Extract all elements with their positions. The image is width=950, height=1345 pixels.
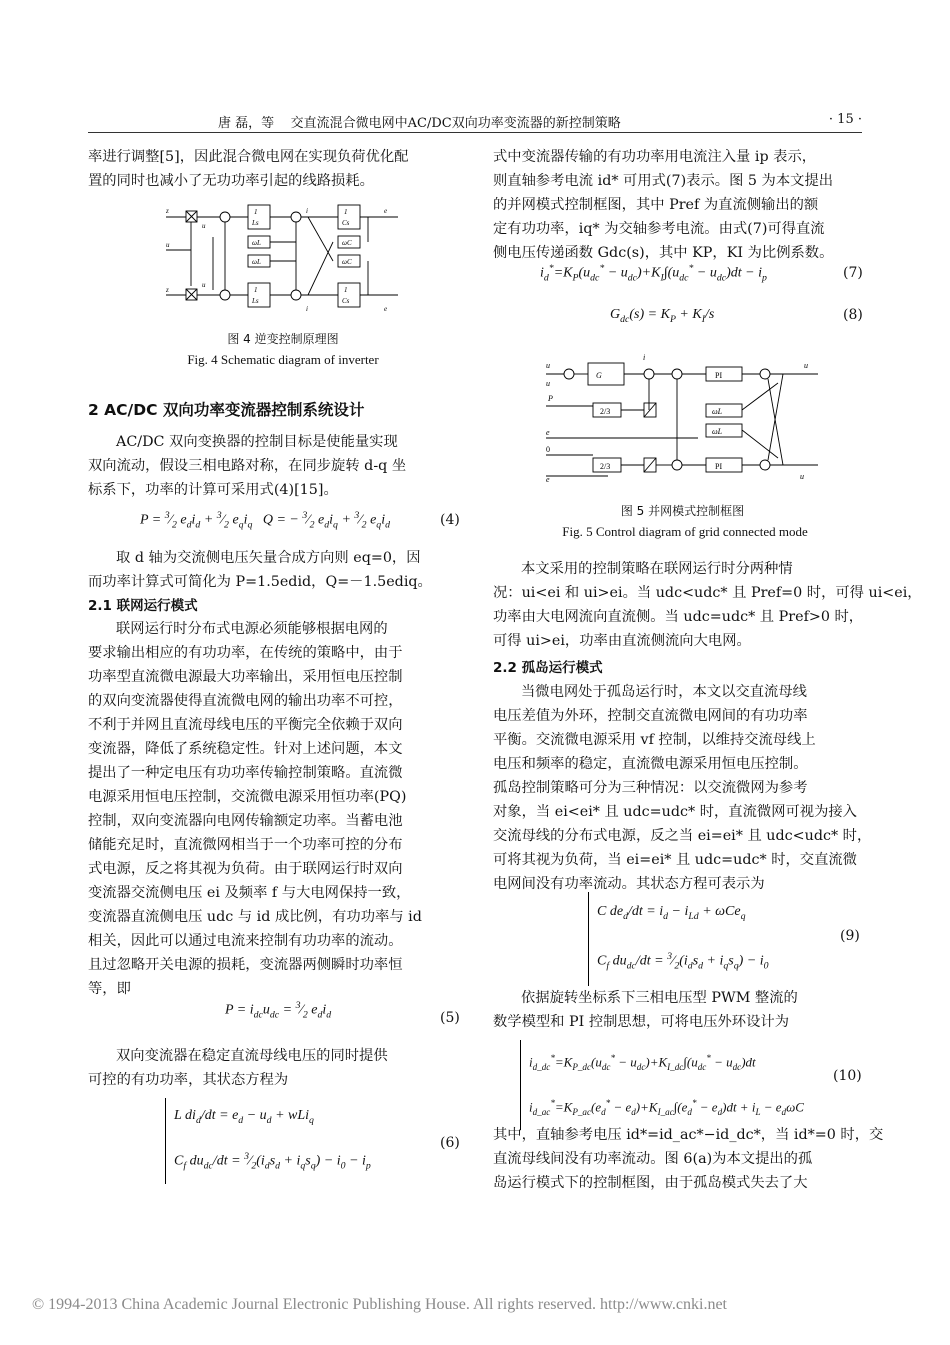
equation-8-number: (8) xyxy=(843,307,863,323)
svg-text:e: e xyxy=(384,305,388,313)
svg-text:e: e xyxy=(546,475,550,484)
svg-text:2/3: 2/3 xyxy=(600,462,611,471)
para-text: 标系下，功率的计算可采用式(4)[15]。 xyxy=(88,482,338,498)
svg-text:i: i xyxy=(643,353,646,362)
para-text: 式中变流器传输的有功功率用电流注入量 ip 表示， xyxy=(493,149,817,165)
para-text: 交流母线的分布式电源，反之当 ei=ei* 且 udc<udc* 时， xyxy=(493,828,872,844)
svg-text:u: u xyxy=(202,281,206,289)
para-text: 储能充足时，直流微网相当于一个功率可控的分布 xyxy=(88,837,403,853)
para-text: 孤岛控制策略可分为三种情况：以交流微网为参考 xyxy=(493,780,808,796)
section-2-heading: 2 AC/DC 双向功率变流器控制系统设计 xyxy=(88,401,365,419)
para-text: 率进行调整[5]，因此混合微电网在实现负荷优化配 xyxy=(88,149,409,165)
equation-4: $P = ^3⁄_2$ $e_di_d$ + $^3⁄_2$ $e_qi_q$ Q = − $^3⁄_2$ $e_di_q$ + $^3⁄_2$ $e_qi_d$ xyxy=(140,510,390,531)
para-text: 况：ui<ei 和 ui>ei。当 udc<udc* 且 Pref=0 时，可得 ui<ei， xyxy=(493,585,922,601)
para-text: 置的同时也减小了无功功率引起的线路损耗。 xyxy=(88,173,374,189)
header-rule xyxy=(88,132,862,133)
para-text: 变流器，降低了系统稳定性。针对上述问题，本文 xyxy=(88,741,403,757)
svg-text:ωL: ωL xyxy=(712,427,723,436)
section-2-1-heading: 2.1 联网运行模式 xyxy=(88,598,198,614)
svg-text:e: e xyxy=(384,207,388,215)
figure-5-grid-connected-diagram xyxy=(538,348,823,488)
svg-text:u: u xyxy=(202,222,206,230)
para-text: 侧电压传递函数 Gdc(s)，其中 KP，KI 为比例系数。 xyxy=(493,245,834,261)
para-text: 双向流动，假设三相电路对称，在同步旋转 d-q 坐 xyxy=(88,458,407,474)
para-text: 且过忽略开关电源的损耗，变流器两侧瞬时功率恒 xyxy=(88,957,403,973)
svg-text:z: z xyxy=(166,207,169,215)
svg-text:u: u xyxy=(546,379,550,388)
equation-6: L $di_d/dt = e_d - u_d + wLi_q$ $C_f$ $du_{dc}/dt$ = $^3⁄_2(i_ds_d + i_qs_q) - i_0 - i_p$ xyxy=(165,1098,371,1184)
para-text: 等，即 xyxy=(88,981,131,997)
para-text: 对象，当 ei<ei* 且 udc=udc* 时，直流微网可视为接入 xyxy=(493,804,857,820)
equation-9-number: (9) xyxy=(840,928,860,944)
equation-5: $P = i_{dc}u_{dc}$ = $^3⁄_2$ $e_di_d$ xyxy=(225,1000,332,1021)
svg-text:2/3: 2/3 xyxy=(600,407,611,416)
para-text: 当微电网处于孤岛运行时，本文以交直流母线 xyxy=(521,684,807,700)
equation-7: $i_d^*=K_P(u_{dc}^* - u_{dc})+K_I\int(u_{dc}^* - u_{dc})dt - i_p$ xyxy=(540,263,767,284)
para-text: 的并网模式控制框图，其中 Pref 为直流侧输出的额 xyxy=(493,197,819,213)
equation-9: C $de_d/dt = i_d - i_{Ld} + \omega Ce_q$ $C_f$ $du_{dc}/dt$ = $^3⁄_2(i_ds_d + i_qs_q) - i_0$ xyxy=(588,892,769,986)
para-text: 要求输出相应的有功功率，在传统的策略中，由于 xyxy=(88,645,403,661)
svg-text:1: 1 xyxy=(344,286,348,294)
para-text: 可控的有功功率，其状态方程为 xyxy=(88,1072,289,1088)
svg-text:Ls: Ls xyxy=(252,219,259,227)
copyright-footer: © 1994-2013 China Academic Journal Electronic Publishing House. All rights reserved. http://www.cnki.net xyxy=(32,1296,727,1313)
para-text: 电源采用恒电压控制，交流微电源采用恒功率(PQ) xyxy=(88,789,407,805)
para-text: 而功率计算式可简化为 P=1.5edid，Q=－1.5ediq。 xyxy=(88,574,432,590)
figure-4-inverter-diagram xyxy=(158,195,408,315)
para-text: 联网运行时分布式电源必须能够根据电网的 xyxy=(116,621,388,637)
svg-text:ωL: ωL xyxy=(712,407,723,416)
svg-text:u: u xyxy=(804,361,808,370)
para-text: AC/DC 双向变换器的控制目标是使能量实现 xyxy=(116,434,398,450)
para-text: 功率由大电网流向直流侧。当 udc=udc* 且 Pref>0 时， xyxy=(493,609,864,625)
section-2-2-heading: 2.2 孤岛运行模式 xyxy=(493,660,603,676)
svg-text:P: P xyxy=(548,394,553,403)
para-text: 式电源，反之将其视为负荷。由于联网运行时双向 xyxy=(88,861,403,877)
para-text: 可将其视为负荷，当 ei=ei* 且 udc=udc* 时，交直流微 xyxy=(493,852,857,868)
para-text: 取 d 轴为交流侧电压矢量合成方向则 eq=0，因 xyxy=(116,550,421,566)
svg-text:ωL: ωL xyxy=(252,258,261,266)
figure-4-caption-cn: 图 4 逆变控制原理图 xyxy=(227,332,339,346)
equation-6-number: (6) xyxy=(440,1135,460,1151)
svg-text:ωL: ωL xyxy=(252,239,261,247)
para-text: 变流器直流侧电压 udc 与 id 成比例，有功功率与 id xyxy=(88,909,422,925)
svg-text:i: i xyxy=(306,207,308,215)
svg-text:Cs: Cs xyxy=(342,219,350,227)
svg-text:i: i xyxy=(306,305,308,313)
svg-text:u: u xyxy=(166,241,170,249)
equation-10-number: (10) xyxy=(833,1068,862,1084)
para-text: 功率型直流微电源最大功率输出，采用恒电压控制 xyxy=(88,669,403,685)
para-text: 数学模型和 PI 控制思想，可将电压外环设计为 xyxy=(493,1014,789,1030)
svg-text:e: e xyxy=(546,428,550,437)
svg-text:u: u xyxy=(546,361,550,370)
para-text: 直流母线间没有功率流动。图 6(a)为本文提出的孤 xyxy=(493,1151,813,1167)
para-text: 则直轴参考电流 id* 可用式(7)表示。图 5 为本文提出 xyxy=(493,173,834,189)
para-text: 双向变流器在稳定直流母线电压的同时提供 xyxy=(116,1048,388,1064)
svg-text:ωC: ωC xyxy=(342,239,352,247)
para-text: 平衡。交流微电源采用 vf 控制，以维持交流母线上 xyxy=(493,732,816,748)
para-text: 电压和频率的稳定，直流微电源采用恒电压控制。 xyxy=(493,756,808,772)
para-text: 定有功功率，iq* 为交轴参考电流。由式(7)可得直流 xyxy=(493,221,825,237)
svg-text:1: 1 xyxy=(254,286,258,294)
svg-text:u: u xyxy=(800,472,804,481)
para-text: 电压差值为外环，控制交直流微电网间的有功功率 xyxy=(493,708,808,724)
svg-text:G: G xyxy=(596,371,602,380)
para-text: 变流器交流侧电压 ei 及频率 f 与大电网保持一致， xyxy=(88,885,411,901)
svg-text:Cs: Cs xyxy=(342,297,350,305)
para-text: 的双向变流器使得直流微电网的输出功率不可控， xyxy=(88,693,403,709)
page-number: · 15 · xyxy=(828,112,862,127)
equation-5-number: (5) xyxy=(440,1010,460,1026)
para-text: 提出了一种定电压有功功率传输控制策略。直流微 xyxy=(88,765,403,781)
figure-5-caption-cn: 图 5 并网模式控制框图 xyxy=(620,504,745,518)
svg-text:ωC: ωC xyxy=(342,258,352,266)
figure-5-caption-en: Fig. 5 Control diagram of grid connected mode xyxy=(562,524,808,539)
para-text: 不利于并网且直流母线电压的平衡完全依赖于双向 xyxy=(88,717,403,733)
svg-text:Ls: Ls xyxy=(252,297,259,305)
figure-4-caption-en: Fig. 4 Schematic diagram of inverter xyxy=(187,352,379,367)
svg-text:0: 0 xyxy=(546,445,550,454)
equation-8: $G_{dc}(s) = K_P + K_I/s$ xyxy=(610,307,715,325)
svg-text:z: z xyxy=(166,286,169,294)
para-text: 本文采用的控制策略在联网运行时分两种情 xyxy=(521,561,793,577)
para-text: 可得 ui>ei，功率由直流侧流向大电网。 xyxy=(493,633,751,649)
svg-text:1: 1 xyxy=(344,208,348,216)
equation-10: $i_{d\_dc}^*=K_{P\_dc}(u_{dc}^* - u_{dc})+K_{I\_dc}\int(u_{dc}^* - u_{dc})dt$ $i_{d\_ac}^*=K_{P\_ac}(e_d^* - e_d)+K_{I\_ac}\int(e_d^* - e_d)dt + i_L - e_d\omega C$ xyxy=(520,1040,804,1130)
para-text: 电网间没有功率流动。其状态方程可表示为 xyxy=(493,876,765,892)
para-text: 依据旋转坐标系下三相电压型 PWM 整流的 xyxy=(521,990,798,1006)
equation-4-number: (4) xyxy=(440,512,460,528)
equation-7-number: (7) xyxy=(843,265,863,281)
para-text: 其中，直轴参考电压 id*=id_ac*−id_dc*，当 id*=0 时，交 xyxy=(493,1127,884,1143)
svg-text:PI: PI xyxy=(715,462,723,471)
para-text: 控制，双向变流器向电网传输额定功率。当蓄电池 xyxy=(88,813,403,829)
para-text: 岛运行模式下的控制框图，由于孤岛模式失去了大 xyxy=(493,1175,808,1191)
svg-text:PI: PI xyxy=(715,371,723,380)
svg-text:1: 1 xyxy=(254,208,258,216)
para-text: 相关，因此可以通过电流来控制有功功率的流动。 xyxy=(88,933,403,949)
running-title: 唐 磊，等 交直流混合微电网中AC/DC双向功率变流器的新控制策略 xyxy=(218,116,621,131)
